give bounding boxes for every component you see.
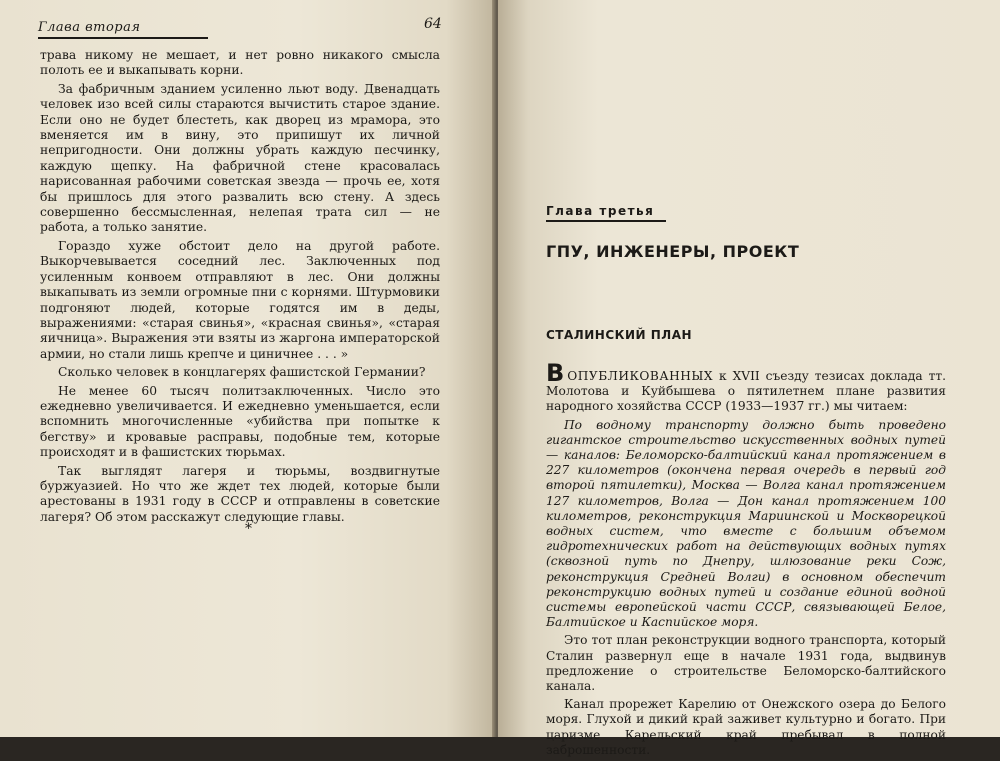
- paragraph: Не менее 60 тысяч политзаключенных. Число это ежедневно увеличивается. И ежедневно уменьшается, если вспомнить многочисленные «убийства при попытке к бегству» и кровавые расправы, подобные тем, которые происходят и в фашистских тюрьмах.: [40, 383, 440, 460]
- paragraph: Так выглядят лагеря и тюрьмы, воздвигнутые буржуазией. Но что же ждет тех людей, которые были арестованы в 1931 году в СССР и отправлены в советские лагеря? Об этом расскажут следующие главы.: [40, 463, 440, 524]
- right-page: [498, 0, 1000, 757]
- section-title: СТАЛИНСКИЙ ПЛАН: [546, 328, 693, 342]
- paragraph: За фабричным зданием усиленно льют воду. Двенадцать человек изо всей силы стараются вычистить старое здание. Если оно не будет блестеть, как дворец из мрамора, это вменяется им в вину, это припишут их личной непригодности. Они должны убрать каждую песчинку, каждую щепку. На фабричной стене красовалась нарисованная рабочими советская звезда — прочь ее, хотя бы пришлось для этого развалить всю стену. А здесь совершенно бессмысленная, нелепая трата сил — не работа, а только занятие.: [40, 81, 440, 235]
- drop-cap: В: [546, 359, 565, 387]
- paragraph: Гораздо хуже обстоит дело на другой работе. Выкорчевывается соседний лес. Заключенных под усиленным конвоем отправляют в лес. Они должны выкапывать из земли огромные пни с корнями. Штурмовики подгоняют людей, которые годятся им в деды, выражениями: «старая свинья», «красная свинья», «старая яичница». Выражения эти взяты из жаргона императорской армии, но стали лишь крепче и циничнее . . . »: [40, 238, 440, 361]
- chapter-label: Глава третья: [546, 204, 655, 218]
- chapter-title: ГПУ, ИНЖЕНЕРЫ, ПРОЕКТ: [546, 242, 800, 261]
- paragraph: Канал прорежет Карелию от Онежского озера до Белого моря. Глухой и дикий край заживет культурно и богато. При царизме Карельский край пребывал в полной заброшенности.: [546, 697, 946, 757]
- left-page: [0, 0, 496, 737]
- page-number: 64: [424, 16, 442, 32]
- lead-caps: ОПУБЛИКОВАННЫХ: [567, 369, 714, 383]
- running-head: Глава вторая: [38, 20, 208, 39]
- paragraph: Это тот план реконструкции водного транспорта, который Сталин развернул еще в начале 1931 года, выдвинув предложение о строительстве Беломорско-балтийского канала.: [546, 633, 946, 694]
- paragraph: трава никому не мешает, и нет ровно никакого смысла полоть ее и выкапывать корни.: [40, 48, 440, 78]
- right-page-body: [546, 359, 947, 761]
- lead-paragraph: [546, 359, 947, 415]
- ornament-star-icon: *: [245, 521, 252, 537]
- chapter-rule: [546, 220, 666, 222]
- left-page-body: [40, 48, 440, 528]
- quote-paragraph: По водному транспорту должно быть проведено гигантское строительство искусственных водных путей — каналов: Беломорско-балтийский канал протяжением в 227 километров (окончена первая очередь в первый год второй пятилетки), Москва — Волга канал протяжением 127 километров, Волга — Дон канал протяжением 100 километров, реконструкция Мариинской и Москворецкой водных систем, что вместе с большим объемом гидротехнических работ на действующих водных путях (сквозной путь по Днепру, шлюзование реки Сож, реконструкция Средней Волги) в основном обеспечит реконструкцию водных путей и создание единой водной системы европейской части СССР, связывающей Белое, Балтийское и Каспийское моря.: [546, 417, 946, 630]
- paragraph: Сколько человек в концлагерях фашистской Германии?: [58, 365, 426, 380]
- lead-text: к XVII съезду тезисах доклада тт. Молотова и Куйбышева о пятилетнем плане развития народного хозяйства СССР (1933—1937 гг.) мы читаем:: [546, 369, 947, 414]
